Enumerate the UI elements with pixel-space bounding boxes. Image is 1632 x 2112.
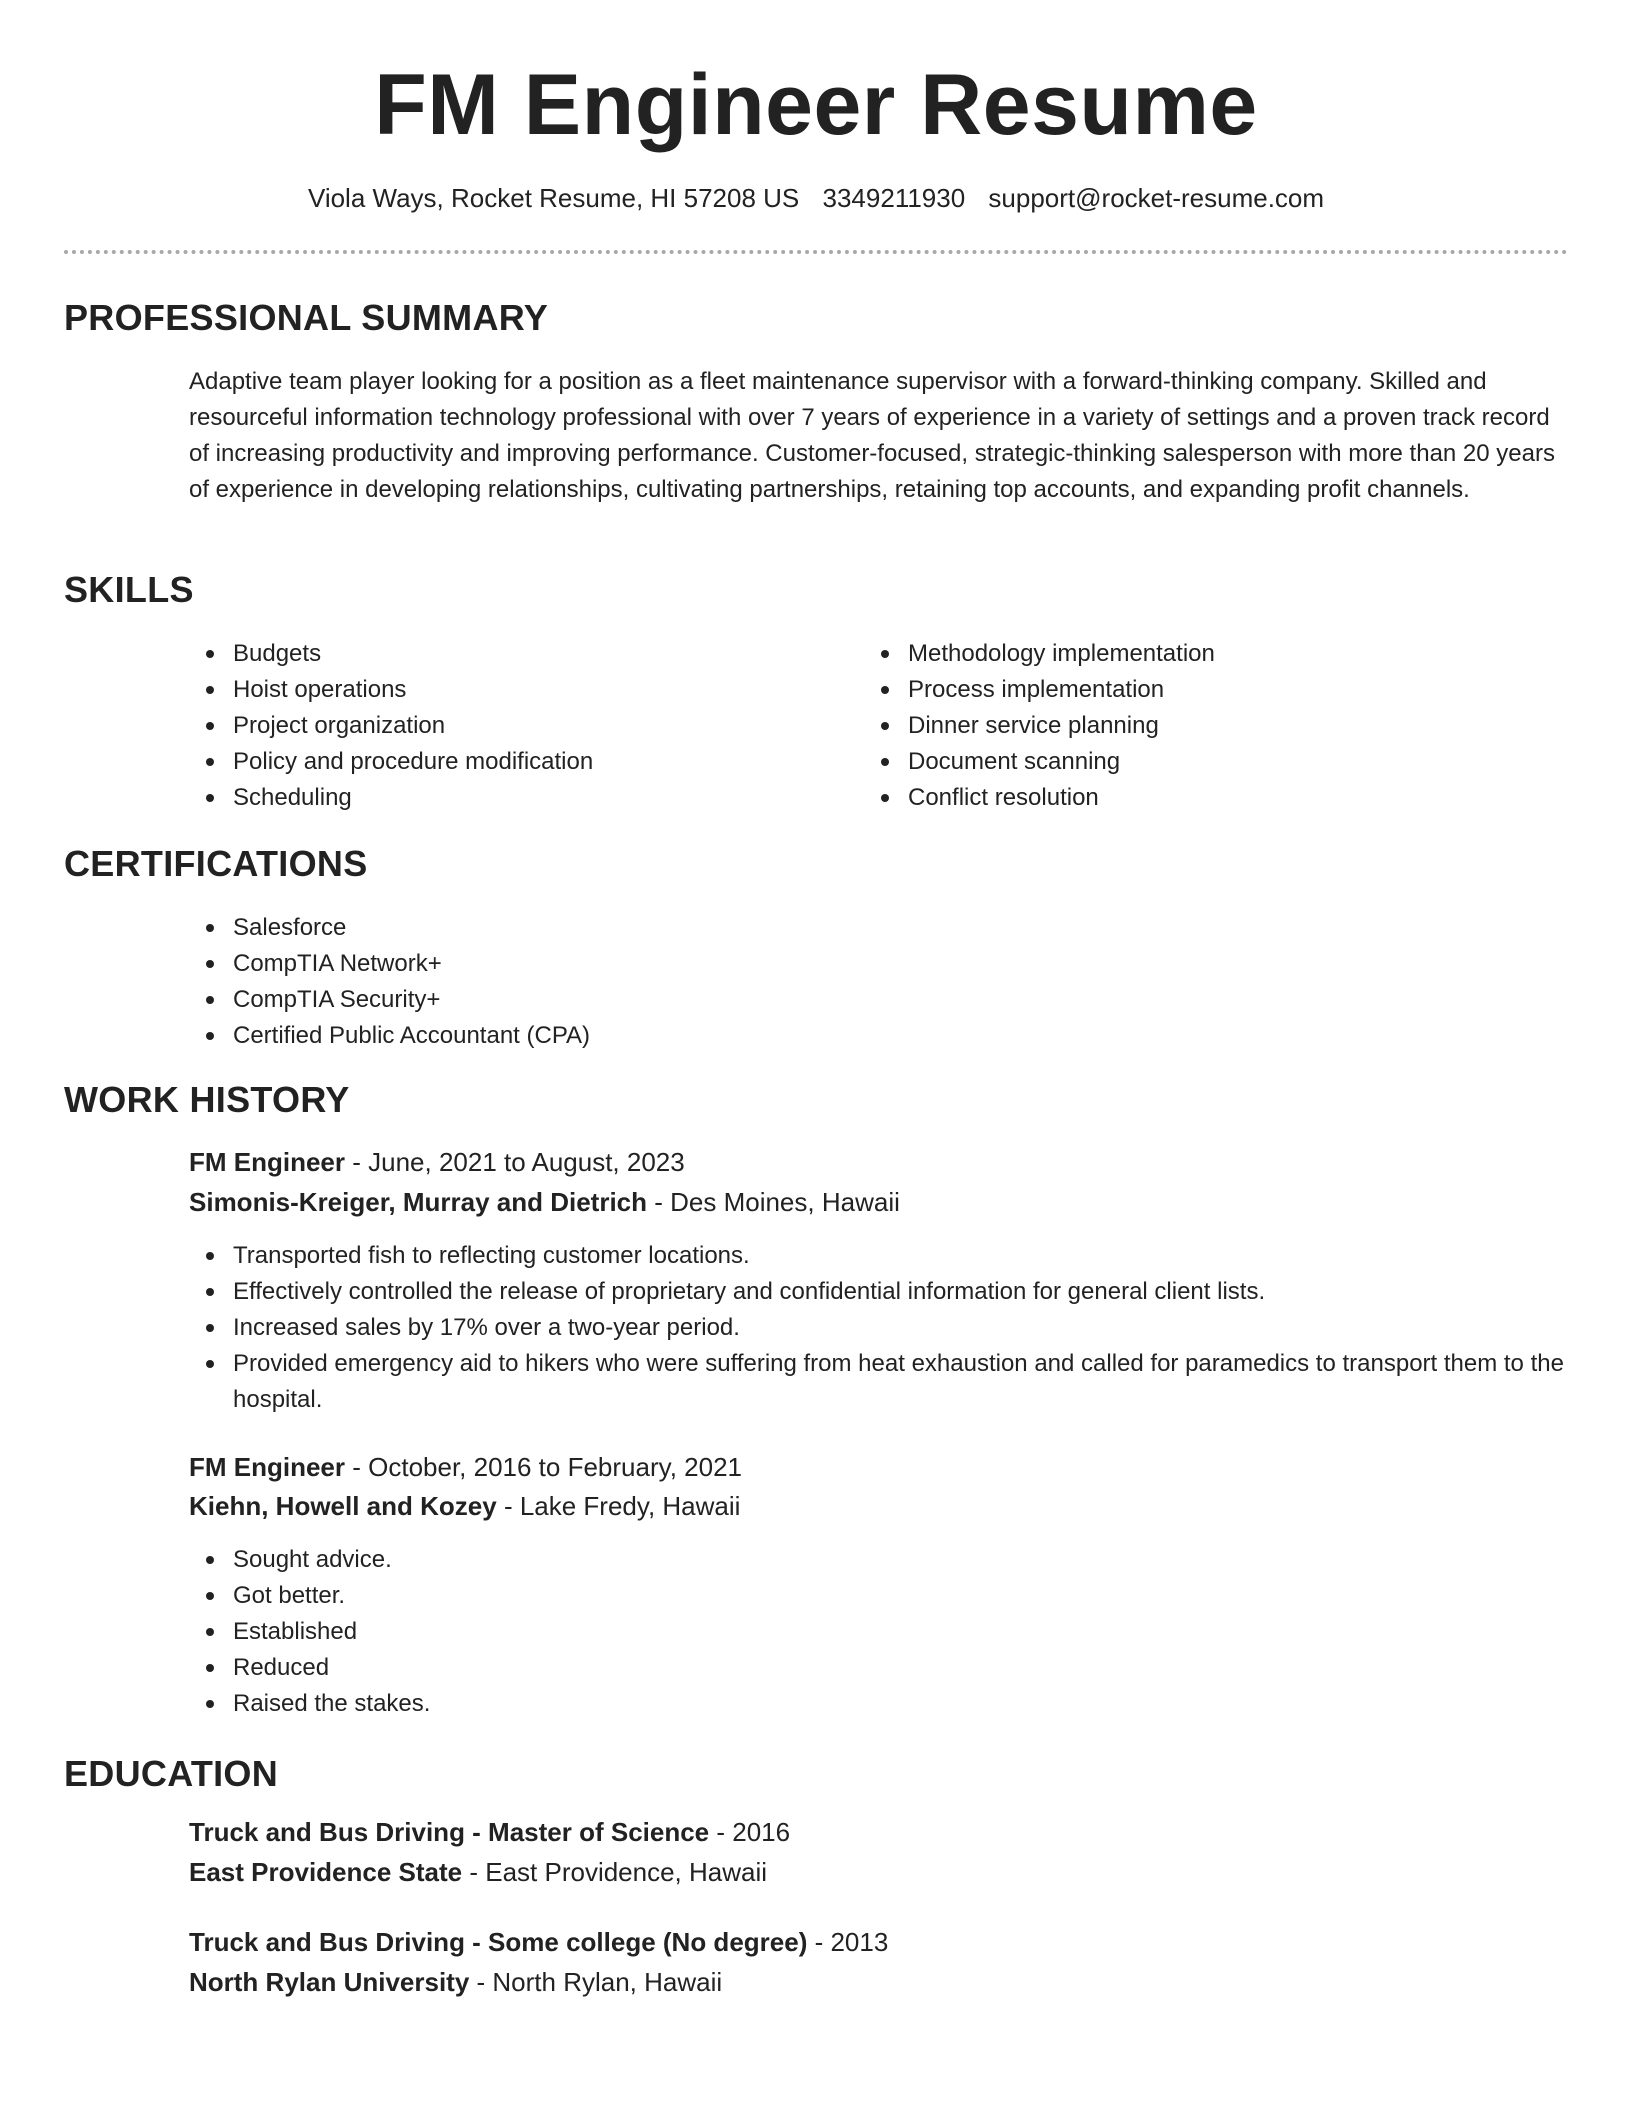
contact-phone: 3349211930 (822, 183, 966, 213)
job-location: - Lake Fredy, Hawaii (496, 1491, 741, 1521)
job-bullets (189, 1238, 1569, 1418)
certification-item: CompTIA Security+ (189, 982, 1089, 1018)
education-degree-line (189, 1922, 888, 1962)
job-dates: - October, 2016 to February, 2021 (345, 1452, 742, 1482)
contact-email[interactable]: support@rocket-resume.com (988, 183, 1325, 213)
job-dates: - June, 2021 to August, 2023 (345, 1147, 685, 1177)
education-degree: Truck and Bus Driving - Master of Science (189, 1817, 710, 1847)
skill-item: Budgets (189, 636, 829, 672)
skill-item: Scheduling (189, 780, 829, 816)
skill-item: Conflict resolution (864, 780, 1564, 816)
header-divider (64, 250, 1568, 254)
job-company: Simonis-Kreiger, Murray and Dietrich (189, 1187, 648, 1217)
job-company-line (189, 1486, 740, 1526)
job-company-line (189, 1182, 900, 1222)
education-degree: Truck and Bus Driving - Some college (No degree) (189, 1927, 808, 1957)
job-title-line (189, 1447, 742, 1487)
work-history-heading: WORK HISTORY (64, 1079, 350, 1120)
job-bullet: Increased sales by 17% over a two-year period. (189, 1310, 1569, 1346)
education-year: - 2013 (807, 1927, 889, 1957)
skill-item: Project organization (189, 708, 829, 744)
job-bullet: Got better. (189, 1578, 1569, 1614)
skill-item: Hoist operations (189, 672, 829, 708)
education-school-line (189, 1852, 767, 1892)
summary-text: Adaptive team player looking for a position as a fleet maintenance supervisor with a forward-thinking company. Skilled and resourceful information technology professional with over 7 years of experience in a variety of settings and a proven track record of increasing productivity and improving performance. Customer-focused, strategic-thinking salesperson with more than 20 years of experience in developing relationships, cultivating partnerships, retaining top accounts, and expanding profit channels. (189, 368, 1555, 503)
job-company: Kiehn, Howell and Kozey (189, 1491, 497, 1521)
job-bullet: Reduced (189, 1650, 1569, 1686)
job-bullet: Sought advice. (189, 1542, 1569, 1578)
contact-address: Viola Ways, Rocket Resume, HI 57208 US (307, 183, 800, 213)
resume-title: FM Engineer Resume (374, 57, 1258, 153)
certification-item: Certified Public Accountant (CPA) (189, 1018, 1089, 1054)
skill-item: Policy and procedure modification (189, 744, 829, 780)
job-bullet: Transported fish to reflecting customer locations. (189, 1238, 1569, 1274)
skills-list-left (189, 636, 829, 816)
education-school: East Providence State (189, 1857, 463, 1887)
job-title: FM Engineer (189, 1452, 346, 1482)
job-bullets (189, 1542, 1569, 1722)
skill-item: Dinner service planning (864, 708, 1564, 744)
certification-item: CompTIA Network+ (189, 946, 1089, 982)
job-location: - Des Moines, Hawaii (647, 1187, 900, 1217)
education-location: - North Rylan, Hawaii (469, 1967, 723, 1997)
skill-item: Process implementation (864, 672, 1564, 708)
skill-item: Document scanning (864, 744, 1564, 780)
certifications-list (189, 910, 1089, 1054)
education-location: - East Providence, Hawaii (462, 1857, 768, 1887)
skill-item: Methodology implementation (864, 636, 1564, 672)
education-degree-line (189, 1812, 790, 1852)
summary-heading: PROFESSIONAL SUMMARY (64, 297, 549, 338)
job-title: FM Engineer (189, 1147, 346, 1177)
skills-list-right (864, 636, 1564, 816)
job-bullet: Effectively controlled the release of proprietary and confidential information for general client lists. (189, 1274, 1569, 1310)
education-school: North Rylan University (189, 1967, 470, 1997)
job-bullet: Raised the stakes. (189, 1686, 1569, 1722)
skills-heading: SKILLS (64, 569, 194, 610)
job-bullet: Provided emergency aid to hikers who were suffering from heat exhaustion and called for paramedics to transport them to the hospital. (189, 1346, 1569, 1418)
education-school-line (189, 1962, 722, 2002)
job-bullet: Established (189, 1614, 1569, 1650)
education-year: - 2016 (709, 1817, 791, 1847)
education-heading: EDUCATION (64, 1753, 279, 1794)
certification-item: Salesforce (189, 910, 1089, 946)
job-title-line (189, 1142, 685, 1182)
certifications-heading: CERTIFICATIONS (64, 843, 368, 884)
contact-line (0, 180, 1632, 216)
